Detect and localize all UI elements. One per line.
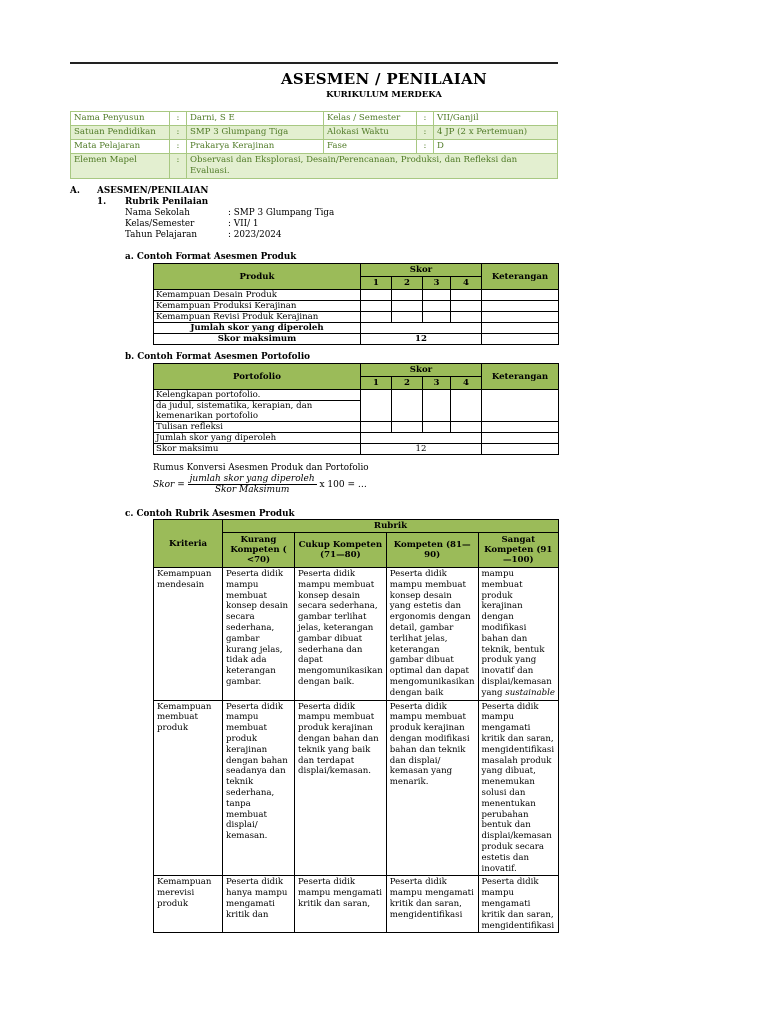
- value-nama-penyusun: Darni, S E: [187, 112, 324, 126]
- colon: :: [170, 112, 187, 126]
- level-header: Kurang Kompeten ( <70): [223, 533, 295, 568]
- class-label: Kelas/Semester: [125, 219, 195, 229]
- row-label: Kelengkapan portofolio.: [154, 390, 361, 401]
- colon: :: [417, 140, 434, 154]
- row-label-line: da judul, sistematika, kerapian, dan: [156, 401, 313, 411]
- jumlah-label: Jumlah skor yang diperoleh: [154, 433, 361, 444]
- table-row: [154, 312, 559, 323]
- score-1: 1: [361, 377, 392, 390]
- kriteria-cell: Kemampuan membuat produk: [154, 700, 223, 876]
- label-elemen: Elemen Mapel: [71, 154, 170, 179]
- formula-lhs: Skor =: [153, 480, 185, 490]
- value-mapel: Prakarya Kerajinan: [187, 140, 324, 154]
- colon: :: [417, 112, 434, 126]
- label-alokasi: Alokasi Waktu: [324, 126, 417, 140]
- school-value: : SMP 3 Glumpang Tiga: [228, 208, 335, 218]
- level-header: Kompeten (81—90): [386, 533, 478, 568]
- rubric-cell: Peserta didik mampu membuat konsep desain secara sederhana, gambar terlihat jelas, keterangan gambar dibuat sederhana dan dapat mengomunikasikan dengan baik.: [295, 568, 387, 701]
- produk-col-header: Produk: [154, 264, 361, 290]
- rubrik-table: [153, 519, 559, 933]
- maks-value: 12: [361, 334, 482, 345]
- score-4: 4: [451, 377, 482, 390]
- rubric-cell: Peserta didik mampu mengamati kritik dan saran, mengidentifikasi masalah produk yang dibuat, menemukan solusi dan menentukan perubahan bentuk dan displai/kemasan produk secara estetis dan inovatif.: [478, 700, 558, 876]
- page-subtitle: KURIKULUM MERDEKA: [326, 90, 442, 100]
- level-header: Sangat Kompeten (91—100): [478, 533, 558, 568]
- label-fase: Fase: [324, 140, 417, 154]
- table-row: [154, 433, 559, 444]
- value-satuan: SMP 3 Glumpang Tiga: [187, 126, 324, 140]
- label-kelas: Kelas / Semester: [324, 112, 417, 126]
- portofolio-table: [153, 363, 559, 455]
- score-3: 3: [423, 377, 451, 390]
- year-value: : 2023/2024: [228, 230, 282, 240]
- maks-value: 12: [361, 444, 482, 455]
- section-a-title: ASESMEN/PENILAIAN: [97, 186, 209, 196]
- produk-table: [153, 263, 559, 345]
- portofolio-col-header: Portofolio: [154, 364, 361, 390]
- score-1: 1: [361, 277, 392, 290]
- score-2: 2: [392, 277, 423, 290]
- row-label: [154, 401, 361, 422]
- maks-label: Skor maksimu: [154, 444, 361, 455]
- table-row: [154, 290, 559, 301]
- table-row: [154, 876, 559, 933]
- rubric-cell: Peserta didik mampu membuat produk kerajinan dengan bahan dan teknik yang baik dan terdapat displai/kemasan.: [295, 700, 387, 876]
- school-label: Nama Sekolah: [125, 208, 190, 218]
- row-label: Tulisan refleksi: [154, 422, 361, 433]
- rubric-cell: Peserta didik mampu membuat produk kerajinan dengan bahan seadanya dan teknik sederhana, tanpa membuat displai/ kemasan.: [223, 700, 295, 876]
- rubric-cell: Peserta didik mampu mengamati kritik dan saran, mengidentifikasi: [478, 876, 558, 933]
- table-row: [154, 301, 559, 312]
- section-a-number: A.: [70, 186, 80, 196]
- keterangan-header: Keterangan: [482, 264, 559, 290]
- label-mapel: Mata Pelajaran: [71, 140, 170, 154]
- formula-numerator: jumlah skor yang diperoleh: [189, 474, 315, 484]
- colon: :: [170, 126, 187, 140]
- row-label: Kemampuan Desain Produk: [154, 290, 361, 301]
- value-kelas: VII/Ganjil: [434, 112, 558, 126]
- level-header: Cukup Kompeten (71—80): [295, 533, 387, 568]
- kriteria-header: Kriteria: [154, 520, 223, 568]
- year-label: Tahun Pelajaran: [125, 230, 198, 240]
- table-row: [154, 323, 559, 334]
- value-fase: D: [434, 140, 558, 154]
- table-row: [154, 444, 559, 455]
- skor-header: Skor: [361, 364, 482, 377]
- rubric-cell: Peserta didik mampu mengamati kritik dan saran, mengidentifikasi: [386, 876, 478, 933]
- rubric-cell: Peserta didik hanya mampu mengamati kritik dan: [223, 876, 295, 933]
- rubrik-number: 1.: [97, 197, 107, 207]
- score-2: 2: [392, 377, 423, 390]
- rubrik-header: Rubrik: [223, 520, 559, 533]
- table-row: [154, 568, 559, 701]
- portofolio-heading: b. Contoh Format Asesmen Portofolio: [125, 352, 311, 362]
- row-label-line: kemenarikan portofolio: [156, 411, 259, 421]
- formula-rhs: x 100 = …: [319, 480, 367, 490]
- value-alokasi: 4 JP (2 x Pertemuan): [434, 126, 558, 140]
- rubric-cell: [478, 568, 558, 701]
- kriteria-cell: Kemampuan mendesain: [154, 568, 223, 701]
- table-row: [154, 334, 559, 345]
- colon: :: [170, 140, 187, 154]
- produk-heading: a. Contoh Format Asesmen Produk: [125, 252, 297, 262]
- rumus-title: Rumus Konversi Asesmen Produk dan Portofolio: [153, 463, 369, 473]
- label-satuan: Satuan Pendidikan: [71, 126, 170, 140]
- rubric-cell: Peserta didik mampu membuat produk kerajinan dengan modifikasi bahan dan teknik dan displai/ kemasan yang menarik.: [386, 700, 478, 876]
- keterangan-header: Keterangan: [482, 364, 559, 390]
- rubric-cell: Peserta didik mampu membuat konsep desain yang estetis dan ergonomis dengan detail, gambar terlihat jelas, keterangan gambar dibuat optimal dan dapat mengomunikasikan dengan baik: [386, 568, 478, 701]
- colon: :: [170, 154, 187, 179]
- score-4: 4: [451, 277, 482, 290]
- maks-label: Skor maksimum: [154, 334, 361, 345]
- value-elemen: Observasi dan Eksplorasi, Desain/Perencanaan, Produksi, dan Refleksi dan Evaluasi.: [187, 154, 558, 179]
- top-rule: [70, 62, 558, 64]
- row-label: Kemampuan Revisi Produk Kerajinan: [154, 312, 361, 323]
- rubric-text: mampu membuat produk kerajinan dengan modifikasi bahan dan teknik, bentuk produk yang inovatif dan displai/kemasan yang: [481, 569, 552, 698]
- rubric-italic-text: sustainable: [505, 687, 555, 698]
- score-3: 3: [423, 277, 451, 290]
- conversion-formula: [153, 474, 367, 495]
- class-value: : VII/ 1: [228, 219, 259, 229]
- rubric-cell: Peserta didik mampu membuat konsep desain secara sederhana, gambar kurang jelas, tidak ada keterangan gambar.: [223, 568, 295, 701]
- rubric-cell: Peserta didik mampu mengamati kritik dan saran,: [295, 876, 387, 933]
- colon: :: [417, 126, 434, 140]
- formula-denominator: Skor Maksimum: [214, 485, 290, 495]
- row-label: Kemampuan Produksi Kerajinan: [154, 301, 361, 312]
- table-row: [154, 390, 559, 401]
- kriteria-cell: Kemampuan merevisi produk: [154, 876, 223, 933]
- formula-fraction: [188, 474, 317, 495]
- rubrik-title: Rubrik Penilaian: [125, 197, 209, 207]
- label-nama-penyusun: Nama Penyusun: [71, 112, 170, 126]
- identity-table: [70, 111, 558, 179]
- table-row: [154, 700, 559, 876]
- table-row: [154, 422, 559, 433]
- page-title: ASESMEN / PENILAIAN: [280, 70, 488, 88]
- rubrik-table-heading: c. Contoh Rubrik Asesmen Produk: [125, 509, 295, 519]
- skor-header: Skor: [361, 264, 482, 277]
- jumlah-label: Jumlah skor yang diperoleh: [154, 323, 361, 334]
